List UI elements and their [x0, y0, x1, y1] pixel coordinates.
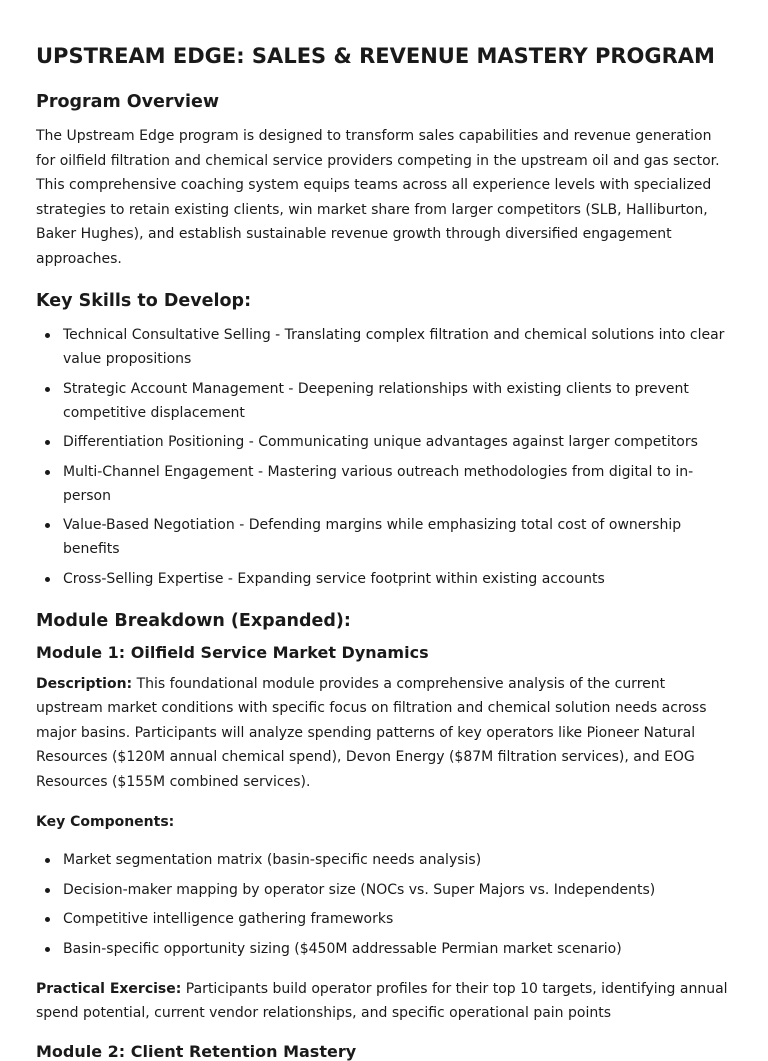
list-item: Market segmentation matrix (basin-specific needs analysis)	[63, 848, 734, 872]
skills-list	[36, 323, 734, 591]
module-1-exercise	[36, 977, 734, 1026]
components-list	[36, 848, 734, 961]
list-item: Strategic Account Management - Deepening relationships with existing clients to prevent competitive displacement	[63, 377, 734, 425]
key-components-label: Key Components:	[36, 814, 175, 830]
description-label: Description:	[36, 675, 133, 692]
description-text: This foundational module provides a comprehensive analysis of the current upstream market conditions with specific focus on filtration and chemical solution needs across major basins. Participants will analyze spending patterns of key operators like Pioneer Natural Resources ($120M annual chemical spend), Devon Energy ($87M filtration services), and EOG Resources ($155M combined services).	[36, 675, 707, 790]
overview-heading: Program Overview	[36, 92, 219, 112]
module-1-description	[36, 672, 734, 795]
exercise-text: Participants build operator profiles for their top 10 targets, identifying annual spend potential, current vendor relationships, and specific operational pain points	[36, 980, 728, 1021]
list-item: Value-Based Negotiation - Defending margins while emphasizing total cost of ownership benefits	[63, 513, 734, 561]
skills-heading: Key Skills to Develop:	[36, 291, 252, 311]
module-1-title: Module 1: Oilfield Service Market Dynamics	[36, 642, 429, 662]
module-2-title: Module 2: Client Retention Mastery	[36, 1041, 357, 1061]
list-item: Technical Consultative Selling - Translating complex filtration and chemical solutions into clear value propositions	[63, 323, 734, 371]
list-item: Multi-Channel Engagement - Mastering various outreach methodologies from digital to in-person	[63, 460, 734, 508]
modules-heading: Module Breakdown (Expanded):	[36, 610, 351, 631]
page-title: UPSTREAM EDGE: SALES & REVENUE MASTERY PROGRAM	[36, 44, 715, 68]
list-item: Basin-specific opportunity sizing ($450M addressable Permian market scenario)	[63, 937, 734, 961]
overview-text: The Upstream Edge program is designed to transform sales capabilities and revenue generation for oilfield filtration and chemical service providers competing in the upstream oil and gas sector. This comprehensive coaching system equips teams across all experience levels with specialized strategies to retain existing clients, win market share from larger competitors (SLB, Halliburton, Baker Hughes), and establish sustainable revenue growth through diversified engagement approaches.	[36, 128, 720, 267]
list-item: Cross-Selling Expertise - Expanding service footprint within existing accounts	[63, 567, 734, 591]
list-item: Competitive intelligence gathering frameworks	[63, 907, 734, 931]
list-item: Differentiation Positioning - Communicating unique advantages against larger competitors	[63, 430, 734, 454]
list-item: Decision-maker mapping by operator size (NOCs vs. Super Majors vs. Independents)	[63, 878, 734, 902]
exercise-label: Practical Exercise:	[36, 980, 182, 997]
